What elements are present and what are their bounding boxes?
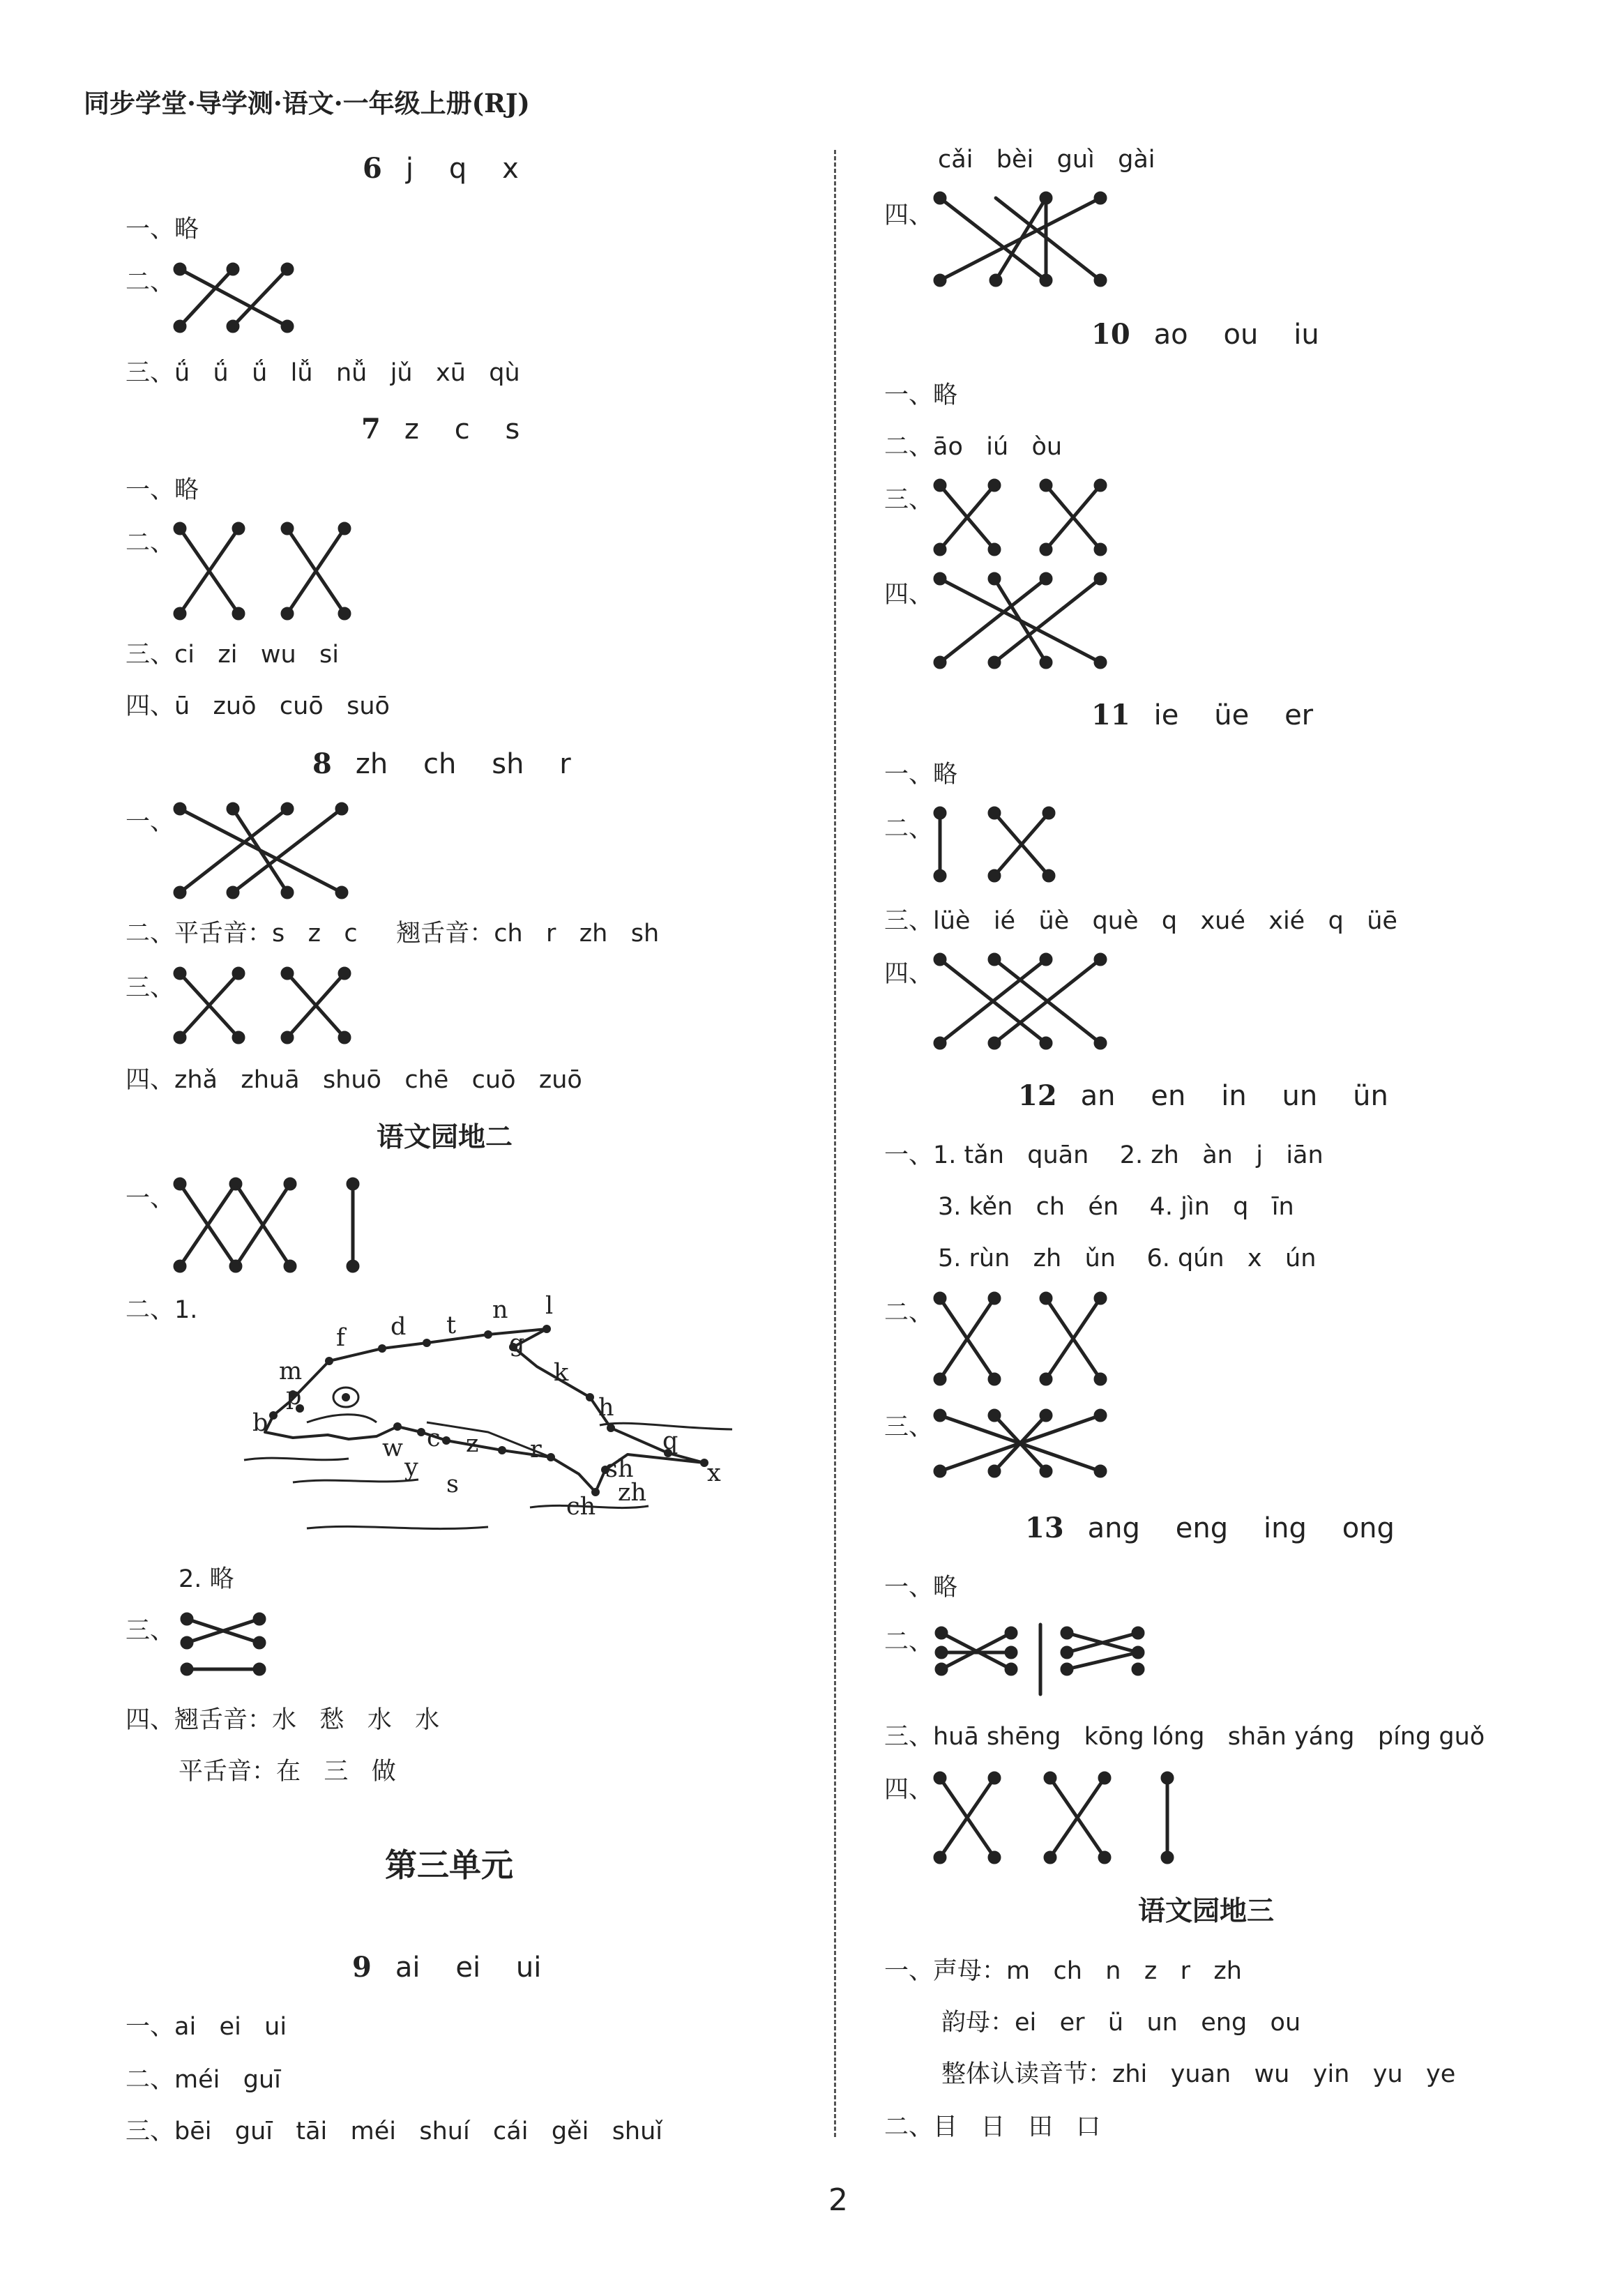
answer-line: 二、āo iú òu (884, 433, 1063, 461)
dot-letter: n (492, 1296, 508, 1324)
dot-letter: c (427, 1424, 441, 1452)
dot-letter: m (279, 1358, 303, 1385)
answer-line: 四、 (884, 960, 934, 988)
answer-line: 平舌音：在 三 做 (179, 1758, 396, 1786)
match-diagram (175, 968, 349, 1042)
page-number: 2 (828, 2182, 848, 2218)
answer-line: 二、méi guī (126, 2066, 281, 2094)
lesson-number: 9 (352, 1951, 372, 1984)
match-diagram (175, 1179, 358, 1271)
answer-line: 二、平舌音：s z c 翘舌音：ch r zh sh (126, 920, 660, 948)
lesson-title: an en in un ün (1080, 1080, 1388, 1112)
answer-line: 3. kěn ch én 4. jìn q īn (938, 1193, 1294, 1221)
answer-line: 2. 略 (179, 1565, 234, 1593)
answer-line: 整体认读音节：zhi yuan wu yin yu ye (941, 2060, 1456, 2088)
match-diagram (935, 193, 1105, 285)
answer-line: 二、 (884, 1628, 934, 1656)
answer-line: 二、 (126, 268, 175, 296)
answer-line: 5. rùn zh ǔn 6. qún x ún (938, 1245, 1317, 1272)
lesson-title: ai ei ui (395, 1952, 542, 1984)
answer-line: 四、 (884, 581, 934, 609)
answer-line: 一、略 (126, 215, 199, 243)
answer-line: 三、 (126, 974, 175, 1002)
match-diagram (935, 1293, 1105, 1384)
answer-line: 三、bēi guī tāi méi shuí cái gěi shuǐ (126, 2118, 663, 2145)
match-diagram (175, 264, 292, 331)
answer-line: 韵母：ei er ü un eng ou (941, 2009, 1301, 2037)
dot-letter: sh (605, 1455, 634, 1483)
dolphin-dot-illustration (244, 1329, 732, 1529)
answer-line: 三、huā shēng kōng lóng shān yáng píng guǒ (884, 1723, 1485, 1751)
match-diagram (937, 1625, 1143, 1694)
lesson-title: j q x (405, 153, 519, 185)
answer-line: 一、略 (884, 761, 958, 789)
match-diagram (935, 808, 1054, 881)
answer-line: 一、略 (126, 476, 199, 504)
answer-line: 二、目 日 田 口 (884, 2113, 1101, 2141)
dot-letter: p (286, 1383, 302, 1411)
answer-line: 二、1. (126, 1296, 198, 1324)
lesson-title: z c s (404, 413, 520, 446)
answer-line: 四、ū zuō cuō suō (126, 692, 390, 720)
answer-line: 三、ǘ ǘ ǘ lǚ nǚ jǔ xū qù (126, 359, 520, 387)
dot-letter: k (554, 1359, 569, 1387)
answer-line: 三、 (884, 1413, 934, 1441)
lesson-number: 13 (1025, 1512, 1064, 1544)
dot-letter: q (662, 1427, 678, 1455)
answer-line: 一、略 (884, 381, 958, 409)
match-diagram (935, 480, 1105, 554)
answer-line: 二、 (884, 815, 934, 843)
garden-2-title: 语文园地二 (377, 1122, 513, 1153)
dot-letter: s (446, 1470, 459, 1498)
dot-letter: r (530, 1436, 542, 1463)
match-diagram (175, 524, 349, 618)
dot-letter: x (707, 1459, 721, 1487)
dot-letter: y (404, 1454, 418, 1482)
answer-line: 一、 (126, 808, 175, 836)
garden-3-title: 语文园地三 (1138, 1896, 1275, 1927)
dot-letter: b (252, 1409, 268, 1437)
answer-line: 二、 (884, 1299, 934, 1327)
lesson-number: 6 (363, 152, 382, 185)
answer-line: 四、 (884, 202, 934, 229)
dot-letter: l (545, 1292, 554, 1320)
dot-letter: ch (566, 1493, 596, 1521)
dot-letter: h (598, 1394, 614, 1422)
lesson-number: 10 (1091, 318, 1130, 351)
lesson-title: ie üe er (1153, 699, 1314, 731)
answer-line: cǎi bèi guì gài (938, 146, 1155, 174)
match-diagram (175, 804, 347, 897)
answer-line: 一、1. tǎn quān 2. zh àn j iān (884, 1141, 1324, 1169)
unit-3-title: 第三单元 (385, 1846, 513, 1884)
answer-line: 三、 (126, 1617, 175, 1645)
answer-line: 一、ai ei ui (126, 2013, 287, 2041)
dot-letter: f (336, 1324, 345, 1352)
match-diagram (935, 1773, 1172, 1862)
lesson-number: 12 (1018, 1079, 1057, 1112)
lesson-title: ang eng ing ong (1087, 1512, 1395, 1544)
lesson-number: 11 (1091, 699, 1130, 731)
lesson-title: ao ou iu (1153, 319, 1319, 351)
dot-letter: w (382, 1434, 403, 1462)
answer-line: 二、 (126, 529, 175, 557)
lesson-title: zh ch sh r (355, 748, 571, 780)
dot-letter: zh (618, 1479, 646, 1507)
answer-line: 四、翘舌音：水 愁 水 水 (126, 1706, 440, 1734)
answer-line: 四、 (884, 1776, 934, 1804)
lesson-number: 7 (361, 413, 381, 446)
match-diagram (935, 955, 1105, 1048)
book-header: 同步学堂·导学测·语文·一年级上册(RJ) (84, 88, 530, 119)
answer-line: 一、 (126, 1185, 175, 1212)
answer-line: 四、zhǎ zhuā shuō chē cuō zuō (126, 1066, 582, 1094)
answer-line: 一、声母：m ch n z r zh (884, 1957, 1242, 1985)
dot-letter: z (466, 1430, 479, 1458)
match-diagram (182, 1614, 264, 1674)
answer-line: 三、ci zi wu si (126, 641, 339, 669)
match-diagram (935, 574, 1105, 667)
lesson-number: 8 (312, 747, 332, 780)
dolphin-outline (265, 1329, 704, 1492)
answer-line: 三、 (884, 486, 934, 514)
dot-letter: d (391, 1313, 407, 1341)
dolphin-dots (269, 1325, 708, 1496)
answer-line: 一、略 (884, 1574, 958, 1602)
answer-line: 三、lüè ié üè què q xué xié q üē (884, 907, 1397, 935)
match-diagram (935, 1411, 1105, 1476)
dot-letter: g (509, 1330, 525, 1358)
dot-letter: t (446, 1312, 457, 1339)
